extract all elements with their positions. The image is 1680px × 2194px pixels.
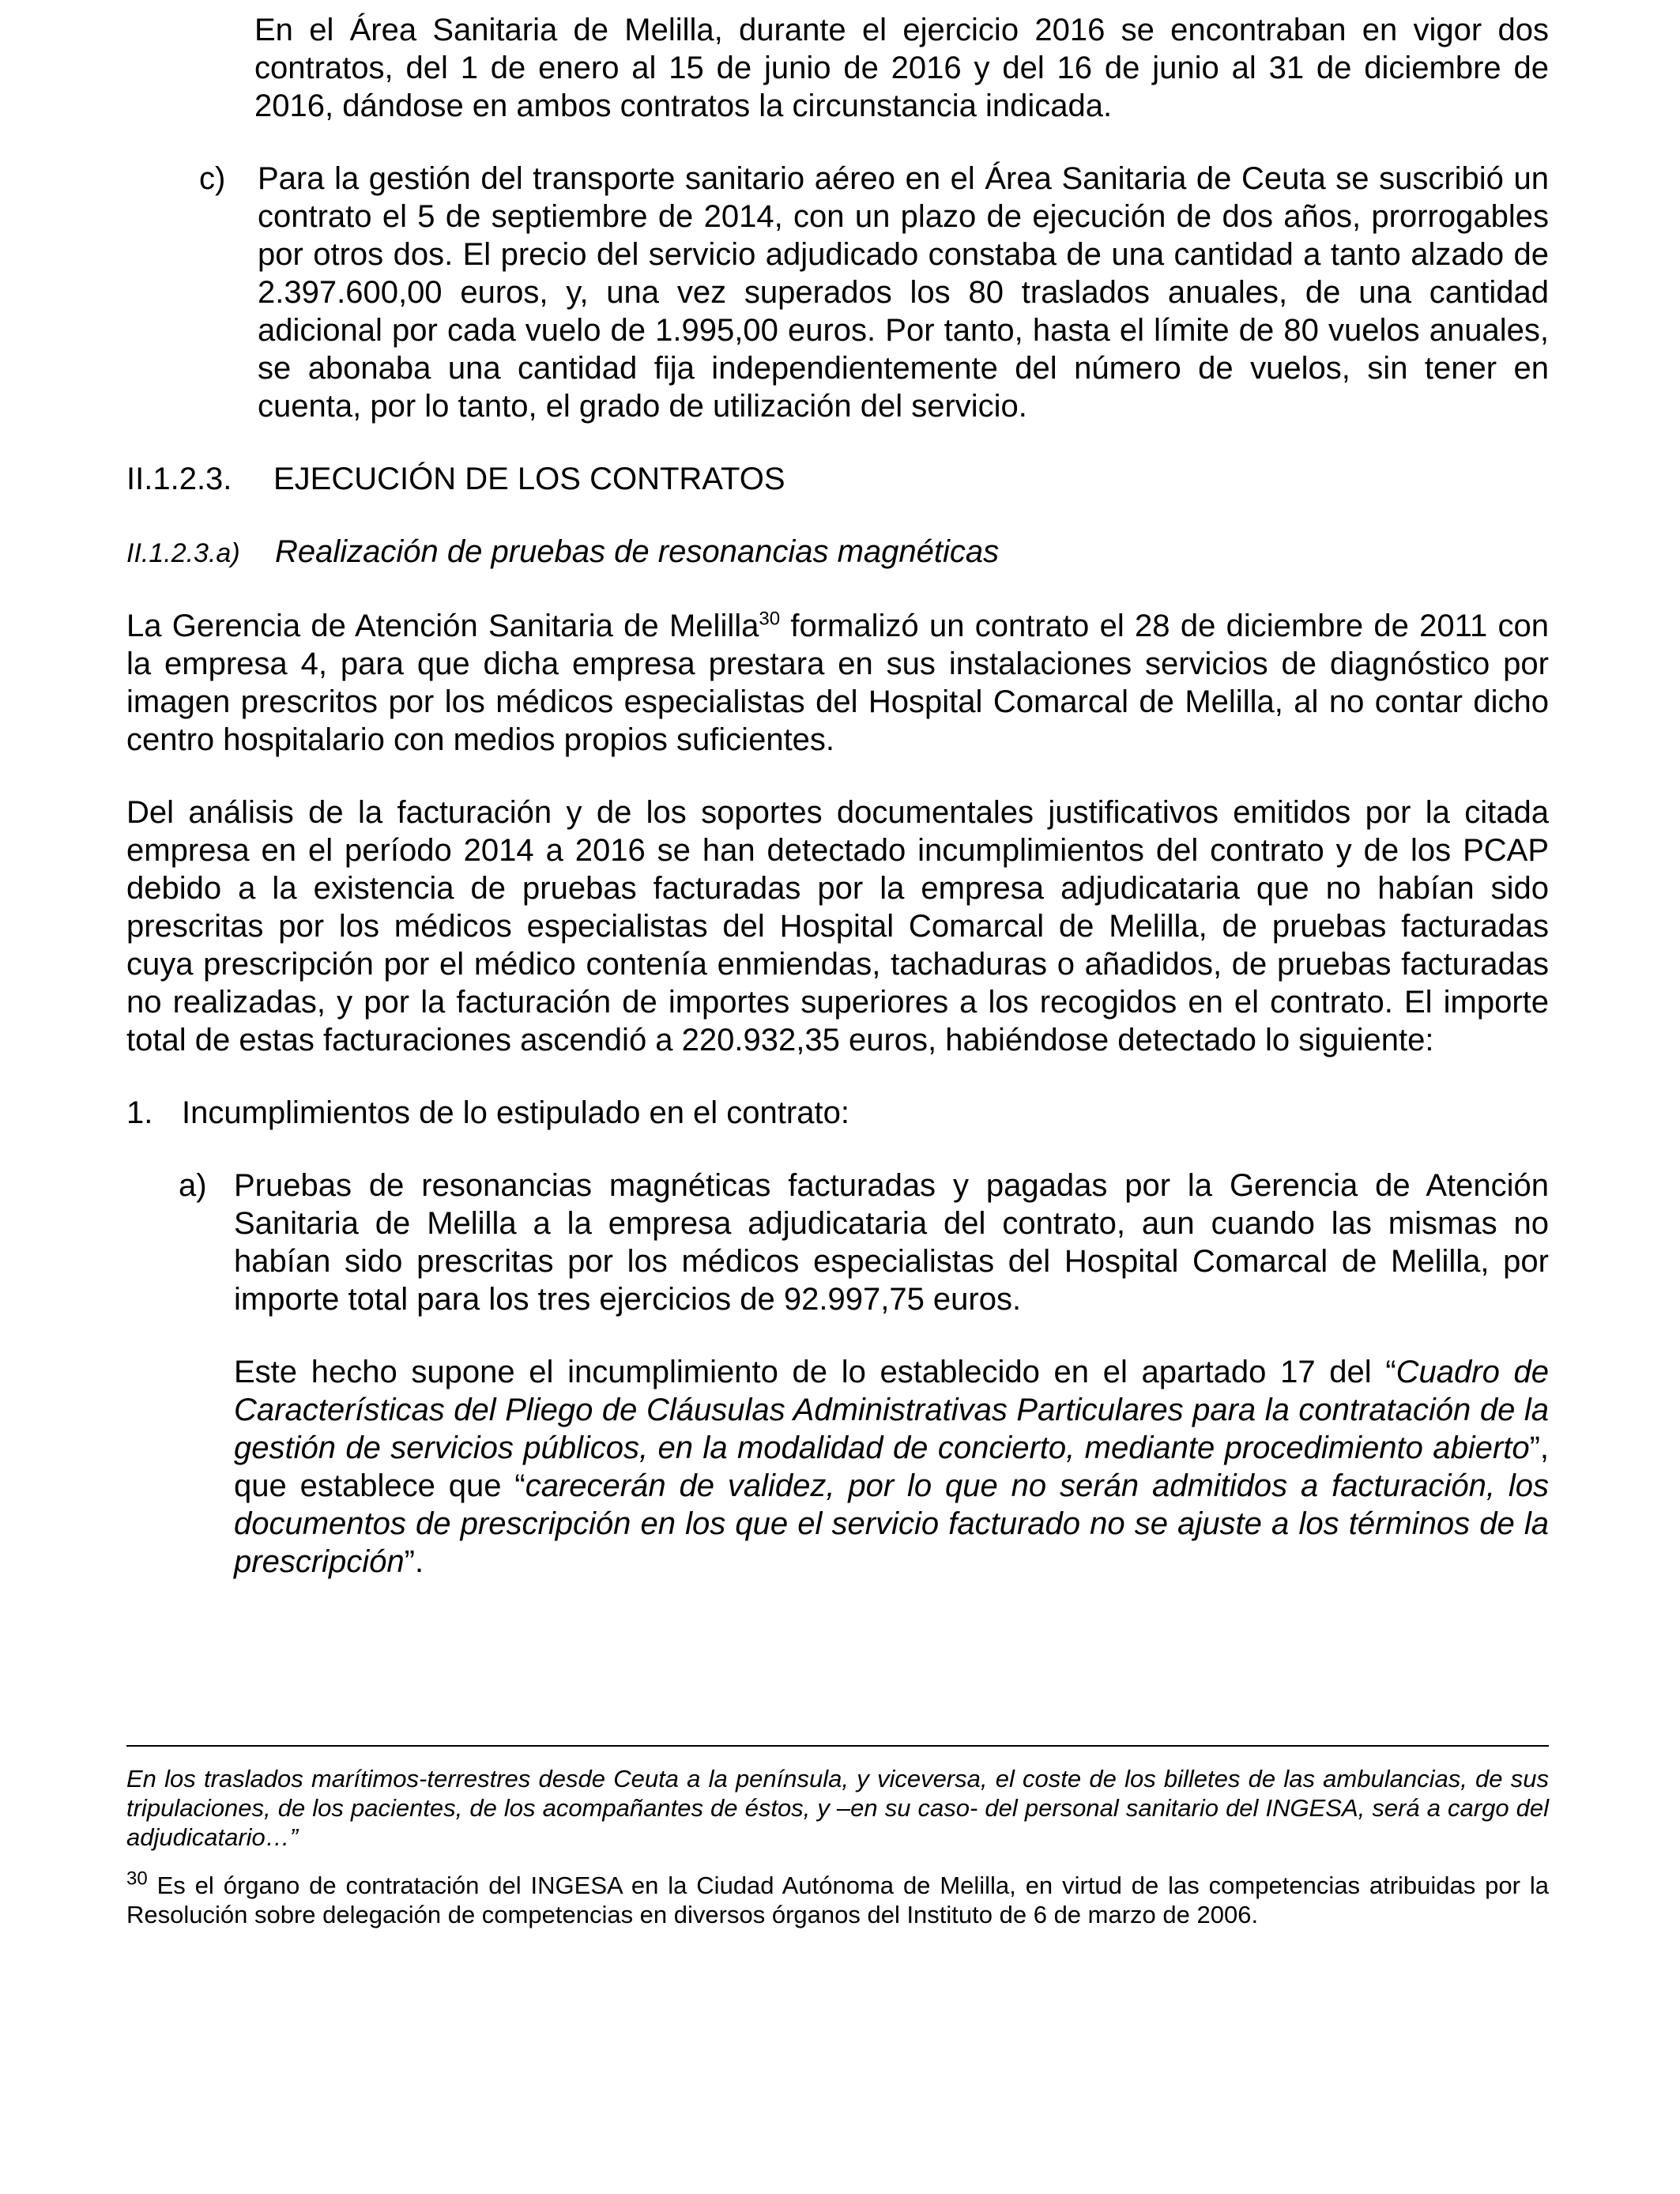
list-item-1-text: Incumplimientos de lo estipulado en el contrato:: [182, 1095, 849, 1130]
paragraph-breach: [126, 1353, 1549, 1581]
breach-quote-2: carecerán de validez, por lo que no serán admitidos a facturación, los documentos de prescripción en los que el servicio facturado no se ajuste a los términos de la prescripción: [234, 1468, 1549, 1579]
list-item-1: [126, 1094, 1549, 1132]
document-body: [126, 11, 1549, 1615]
subsection-number: II.1.2.3.a): [126, 538, 240, 568]
list-marker-a: a): [179, 1168, 207, 1203]
paragraph-contract-rest: formalizó un contrato el 28 de diciembre de 2011 con la empresa 4, para que dicha empresa prestara en sus instalaciones servicios de diagnóstico por imagen prescritos por los médicos especialistas del Hospital Comarcal de Melilla, al no contar dicho centro hospitalario con medios propios suficientes.: [126, 609, 1550, 757]
list-item-c-text: Para la gestión del transporte sanitario aéreo en el Área Sanitaria de Ceuta se suscribió un contrato el 5 de septiembre de 2014, con un plazo de ejecución de dos años, prorrogables por otros dos. El precio del servicio adjudicado constaba de una cantidad a tanto alzado de 2.397.600,00 euros, y, una vez superados los 80 traslados anuales, de una cantidad adicional por cada vuelo de 1.995,00 euros. Por tanto, hasta el límite de 80 vuelos anuales, se abonaba una cantidad fija independientemente del número de vuelos, sin tener en cuenta, por lo tanto, el grado de utilización del servicio.: [258, 161, 1549, 424]
section-title: EJECUCIÓN DE LOS CONTRATOS: [273, 462, 785, 496]
continuation-paragraph: En el Área Sanitaria de Melilla, durante el ejercicio 2016 se encontraban en vigor dos contratos, del 1 de enero al 15 de junio de 2016 y del 16 de junio al 31 de diciembre de 2016, dándose en ambos contratos la circunstancia indicada.: [254, 13, 1549, 123]
section-heading: [126, 460, 1549, 498]
footnote-continued: En los traslados marítimos-terrestres desde Ceuta a la península, y viceversa, el coste de los billetes de las ambulancias, de sus tripulaciones, de los pacientes, de los acompañantes de éstos, y –en su caso- del personal sanitario del INGESA, será a cargo del adjudicatario…”: [126, 1765, 1549, 1851]
section-number: II.1.2.3.: [126, 462, 232, 496]
breach-quote-1: Cuadro de Características del Pliego de Cláusulas Administrativas Particulares para la contratación de la gestión de servicios públicos, en la modalidad de concierto, mediante procedimiento abierto: [234, 1355, 1549, 1465]
footnote-30-marker: 30: [126, 1868, 148, 1890]
footnote-30-text: Es el órgano de contratación del INGESA en la Ciudad Autónoma de Melilla, en virtud de las competencias atribuidas por la Resolución sobre delegación de competencias en diversos órganos del Instituto de 6 de marzo de 2006.: [126, 1872, 1549, 1928]
footnote-separator: [126, 1745, 1549, 1747]
subsection-heading: [126, 533, 1549, 572]
list-item-a: [126, 1167, 1549, 1318]
breach-text-1: Este hecho supone el incumplimiento de lo establecido en el apartado 17 del “: [234, 1355, 1396, 1389]
subsection-title: Realización de pruebas de resonancias magnéticas: [275, 534, 1000, 569]
list-item-c: [126, 160, 1549, 425]
list-item-a-text: Pruebas de resonancias magnéticas facturadas y pagadas por la Gerencia de Atención Sanitaria de Melilla a la empresa adjudicataria del contrato, aun cuando las mismas no habían sido prescritas por los médicos especialistas del Hospital Comarcal de Melilla, por importe total para los tres ejercicios de 92.997,75 euros.: [234, 1168, 1549, 1317]
footnote-30: [126, 1868, 1549, 1929]
paragraph-contract-start: La Gerencia de Atención Sanitaria de Melilla: [126, 609, 759, 643]
paragraph-analysis: Del análisis de la facturación y de los soportes documentales justificativos emitidos por la citada empresa en el período 2014 a 2016 se han detectado incumplimientos del contrato y de los PCAP debido a la existencia de pruebas facturadas por la empresa adjudicataria que no habían sido prescritas por los médicos especialistas del Hospital Comarcal de Melilla, de pruebas facturadas cuya prescripción por el médico contenía enmiendas, tachaduras o añadidos, de pruebas facturadas no realizadas, y por la facturación de importes superiores a los recogidos en el contrato. El importe total de estas facturaciones ascendió a 220.932,35 euros, habiéndose detectado lo siguiente:: [126, 795, 1549, 1057]
paragraph-contract: [126, 607, 1549, 759]
footnotes: [126, 1764, 1549, 1948]
list-marker-1: 1.: [126, 1095, 153, 1130]
breach-text-3: ”.: [404, 1544, 424, 1579]
breach-text-2: ”, que establece que “: [234, 1431, 1549, 1503]
footnote-ref-30[interactable]: 30: [759, 608, 781, 630]
list-marker-c: c): [199, 161, 226, 196]
